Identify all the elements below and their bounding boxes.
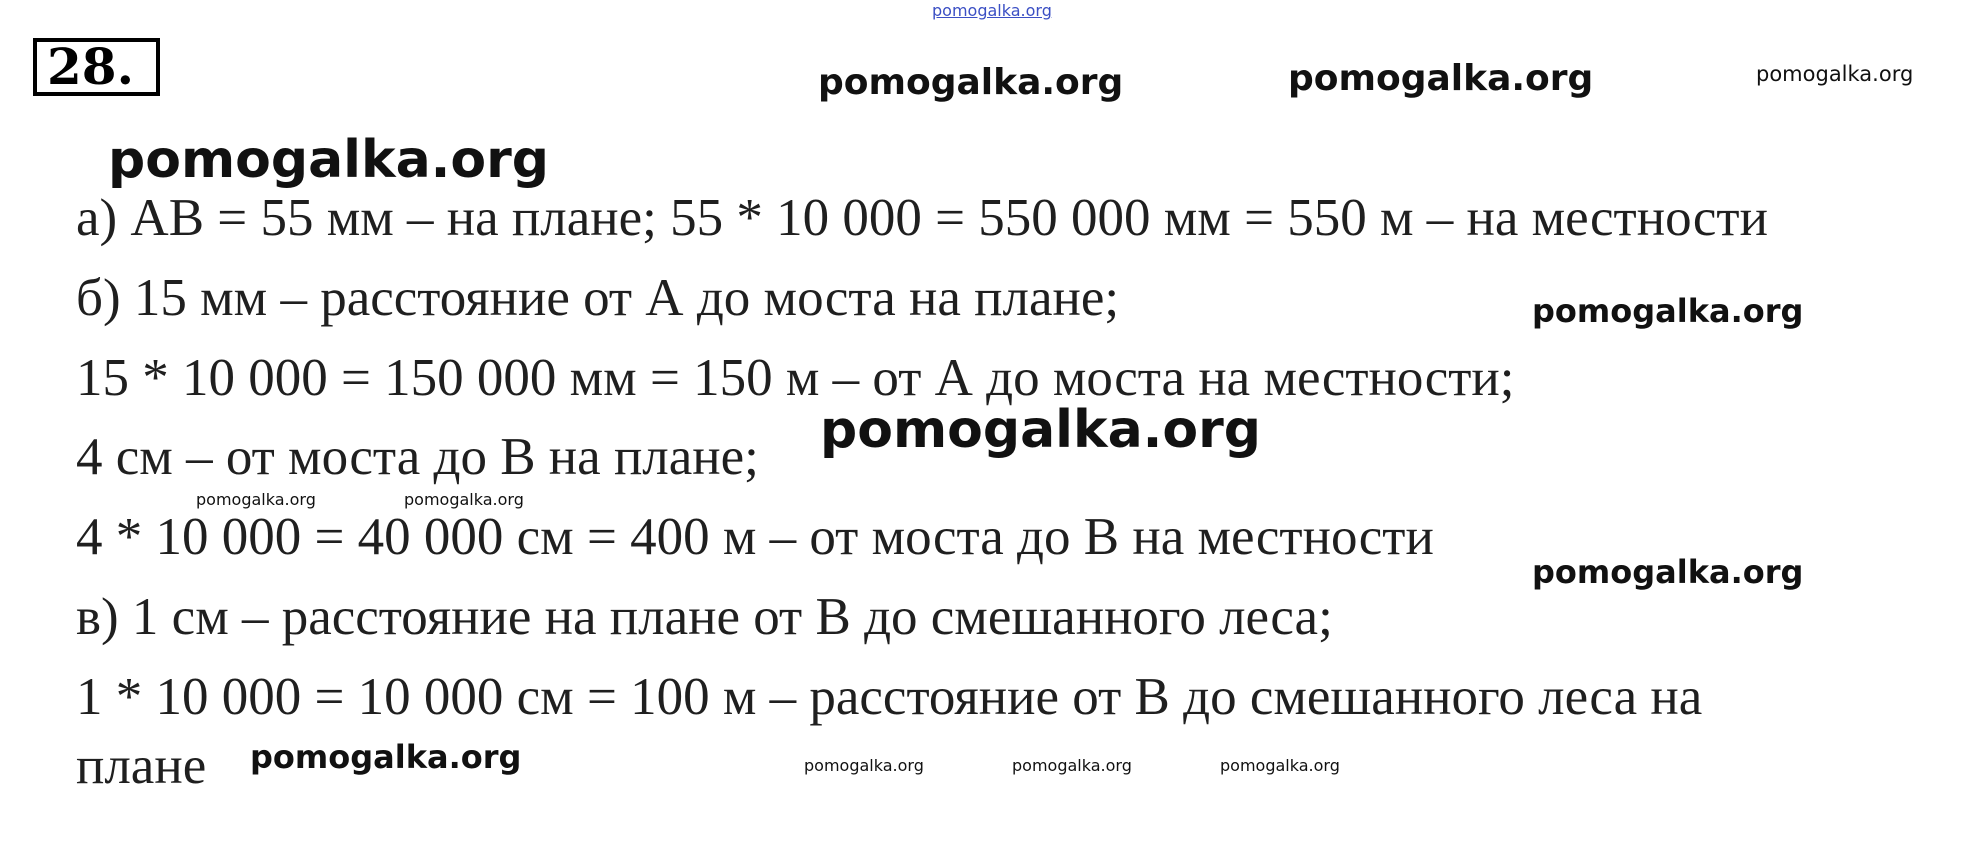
solution-line-c-calc: 1 * 10 000 = 10 000 см = 100 м – расстояние от В до смешанного леса на: [76, 668, 1703, 726]
solution-line-b: б) 15 мм – расстояние от А до моста на плане;: [76, 269, 1120, 327]
watermark: pomogalka.org: [1012, 756, 1132, 775]
watermark: pomogalka.org: [820, 400, 1262, 460]
watermark: pomogalka.org: [196, 490, 316, 509]
watermark: pomogalka.org: [1288, 58, 1594, 99]
watermark: pomogalka.org: [804, 756, 924, 775]
solution-line-b-calc2: 4 * 10 000 = 40 000 см = 400 м – от моста до В на местности: [76, 508, 1434, 566]
solution-line-c-end: плане: [76, 737, 207, 795]
watermark: pomogalka.org: [818, 62, 1124, 103]
watermark-top-link: pomogalka.org: [932, 1, 1052, 20]
watermark: pomogalka.org: [1532, 292, 1804, 330]
watermark: pomogalka.org: [1756, 62, 1914, 86]
watermark: pomogalka.org: [250, 738, 522, 776]
solution-line-c: в) 1 см – расстояние на плане от В до смешанного леса;: [76, 588, 1333, 646]
solution-line-b-calc: 15 * 10 000 = 150 000 мм = 150 м – от А до моста на местности;: [76, 349, 1515, 407]
solution-line-a: а) АВ = 55 мм – на плане; 55 * 10 000 = 550 000 мм = 550 м – на местности: [76, 189, 1768, 247]
problem-number: 28.: [33, 38, 160, 96]
watermark: pomogalka.org: [404, 490, 524, 509]
watermark: pomogalka.org: [1532, 553, 1804, 591]
watermark: pomogalka.org: [1220, 756, 1340, 775]
solution-line-b-part2: 4 см – от моста до В на плане;: [76, 428, 759, 486]
watermark: pomogalka.org: [108, 130, 550, 190]
